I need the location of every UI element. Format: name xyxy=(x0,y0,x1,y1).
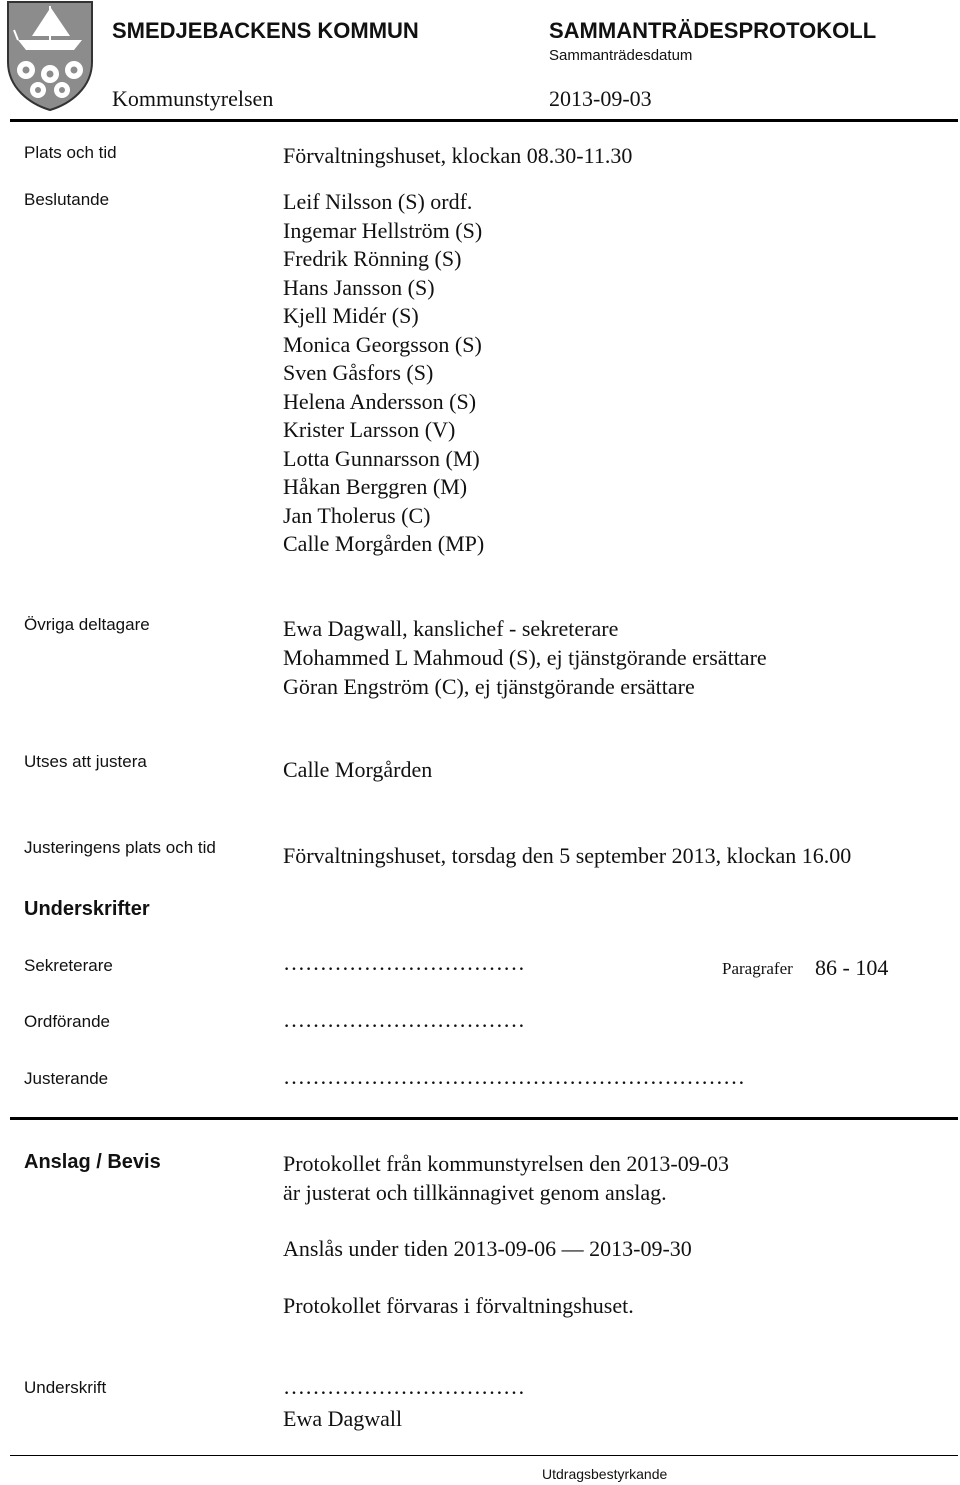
member-item: Leif Nilsson (S) ordf. xyxy=(283,189,473,214)
member-item: Helena Andersson (S) xyxy=(283,388,477,414)
member-item: Kjell Midér (S) xyxy=(283,303,419,328)
header-divider xyxy=(10,119,958,122)
place-label: Plats och tid xyxy=(24,143,117,162)
meeting-date: 2013-09-03 xyxy=(549,86,652,111)
member-item: Calle Morgården (MP) xyxy=(283,531,485,556)
notice-line-1: Protokollet från kommunstyrelsen den 2013-09-03 xyxy=(283,1151,730,1176)
participant-item: Ewa Dagwall, kanslichef - sekreterare xyxy=(283,616,619,641)
member-item: Jan Tholerus (C) xyxy=(283,502,431,528)
adjuster-signature-label: Justerande xyxy=(24,1069,109,1088)
organization-name: SMEDJEBACKENS KOMMUN xyxy=(112,18,419,43)
participant-item: Mohammed L Mahmoud (S), ej tjänstgörande ersättare xyxy=(283,645,767,670)
notice-line-2: är justerat och tillkännagivet genom anslag. xyxy=(283,1180,667,1205)
secretary-label: Sekreterare xyxy=(24,956,113,975)
deciding-members-list xyxy=(283,188,484,559)
member-item: Hans Jansson (S) xyxy=(283,274,435,300)
signer-name: Ewa Dagwall xyxy=(283,1406,403,1431)
member-item: Håkan Berggren (M) xyxy=(283,474,468,499)
posted-period: Anslås under tiden 2013-09-06 — 2013-09-30 xyxy=(283,1236,692,1261)
adjust-place-value: Förvaltningshuset, torsdag den 5 september 2013, klockan 16.00 xyxy=(283,843,852,868)
footer-text: Utdragsbestyrkande xyxy=(542,1466,668,1482)
member-item: Ingemar Hellström (S) xyxy=(283,217,483,243)
footer-divider xyxy=(10,1455,958,1456)
secretary-signature-line: …………………………… xyxy=(283,950,525,975)
signature-label: Underskrift xyxy=(24,1378,107,1397)
member-item: Sven Gåsfors (S) xyxy=(283,360,434,385)
member-item: Monica Georgsson (S) xyxy=(283,331,482,357)
signatures-heading: Underskrifter xyxy=(24,898,150,920)
other-participants-label: Övriga deltagare xyxy=(24,615,150,634)
paragraphs-label: Paragrafer xyxy=(722,959,793,978)
adjust-place-label: Justeringens plats och tid xyxy=(24,838,216,857)
storage-location: Protokollet förvaras i förvaltningshuset. xyxy=(283,1293,634,1318)
participant-item: Göran Engström (C), ej tjänstgörande ersättare xyxy=(283,674,695,699)
deciding-label: Beslutande xyxy=(24,190,110,209)
adjuster-value: Calle Morgården xyxy=(283,757,433,782)
member-item: Krister Larsson (V) xyxy=(283,417,456,442)
municipal-coat-of-arms-icon xyxy=(4,0,96,112)
adjuster-signature-line: ……………………………………………………… xyxy=(283,1064,745,1089)
paragraphs-value: 86 - 104 xyxy=(815,955,889,980)
committee-name: Kommunstyrelsen xyxy=(112,86,274,111)
chair-label: Ordförande xyxy=(24,1012,110,1031)
member-item: Fredrik Rönning (S) xyxy=(283,246,462,271)
adjuster-label: Utses att justera xyxy=(24,752,147,771)
section-divider xyxy=(10,1117,958,1120)
document-title: SAMMANTRÄDESPROTOKOLL xyxy=(549,18,877,43)
other-participants-list xyxy=(283,614,767,701)
notice-heading: Anslag / Bevis xyxy=(24,1151,161,1173)
meeting-date-label: Sammanträdesdatum xyxy=(549,47,693,64)
place-value: Förvaltningshuset, klockan 08.30-11.30 xyxy=(283,143,633,168)
chair-signature-line: …………………………… xyxy=(283,1007,525,1032)
signature-line: …………………………… xyxy=(283,1374,525,1399)
member-item: Lotta Gunnarsson (M) xyxy=(283,445,480,471)
